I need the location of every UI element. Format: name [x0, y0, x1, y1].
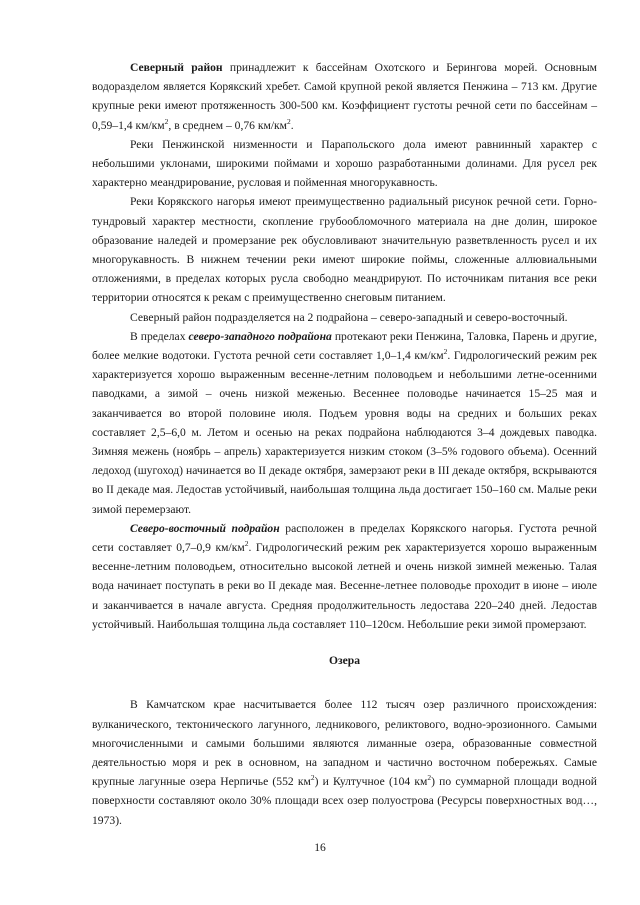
section-heading-lakes: Озера: [328, 654, 361, 668]
term-northern-district: Северный район: [130, 61, 223, 74]
term-northwest-subdistrict: северо-западного подрайона: [188, 329, 332, 343]
paragraph-northeast-subdistrict: Северо-восточный подрайон расположен в пределах Корякского нагорья. Густота речной сети составляет 0,7–0,9 $км/км^2$. Гидрологический режим рек характеризуется хорошо выраженным весенне-летним половодьем, относительно высокой летней и очень низкой зимней меженью. Талая вода начинает поступать в реки во II декаде мая. Весенне-летнее половодье проходит в июне – июле и заканчивается в начале августа. Средняя продолжительность ледостава 220–240 дней. Ледостав устойчивый. Наибольшая толщина льда составляет 110–120см. Небольшие реки зимой промерзают.: [92, 521, 597, 631]
paragraph-northern-district: Северный район принадлежит к бассейнам Охотского и Берингова морей. Основным водоразделом является Корякский хребет. Самой крупной рекой является Пенжина – 713 км. Другие крупные реки имеют протяженность 300-500 км. Коэффициент густоты речной сети по бассейнам – 0,59–1,4 $км/км^2$, в среднем – 0,76 $км/км^2$.: [92, 61, 598, 132]
paragraph-lakes: В Камчатском крае насчитывается более 112 тысяч озер различного происхождения: вулканического, тектонического лагунного, ледникового, реликтового, водно-эрозионного. Самыми многочисленными и самыми большими являются лиманные озера, образованные совместной деятельностью моря и рек в основном, на западном и частично восточном побережьях. Самые крупные лагунные озера Нерпичье (552 $км^2$) и Култучное (104 $км^2$) по суммарной площади водной поверхности составляют около 30% площади всех озер полуострова (Ресурсы поверхностных вод…, 1973).: [92, 698, 597, 827]
paragraph-subdistricts: Северный район подразделяется на 2 подрайона – северо-западный и северо-восточный.: [130, 310, 568, 324]
paragraph-koryak-highland: Реки Корякского нагорья имеют преимущественно радиальный рисунок речной сети. Горно-тундровый характер местности, скопление грубообломочного материала на дне долин, широкое образование наледей и промерзание рек обусловливают значительную разветвленность русел и их многорукавность. В нижнем течении реки имеют широкие поймы, сложенные аллювиальными отложениями, в пределах которых русла свободно меандрируют. По источникам питания все реки территории относятся к рекам с преимущественно снеговым питанием.: [92, 195, 597, 305]
body-text: [92, 58, 597, 830]
paragraph-northwest-subdistrict: В пределах северо-западного подрайона протекают реки Пенжина, Таловка, Парень и другие, более мелкие водотоки. Густота речной сети составляет 1,0–1,4 $км/км^2$. Гидрологический режим рек характеризуется хорошо выраженным весенне-летним половодьем и небольшими летне-осенними паводками, а зимой – очень низкой меженью. Весеннее половодье начинается 15–25 мая и заканчивается во второй половине июля. Подъем уровня воды на средних и больших реках составляет 2,5–6,0 м. Летом и осенью на реках подрайона наблюдаются 3–4 дождевых паводка. Зимняя межень (ноябрь – апрель) характеризуется низким стоком (3–5% годового объема). Осенний ледоход (шугоход) начинается во II декаде октября, замерзают реки в III декаде октября, вскрываются во II декаде мая. Ледостав устойчивый, наибольшая толщина льда достигает 150–160 см. Малые реки зимой перемерзают.: [92, 329, 597, 516]
term-northeast-subdistrict: Северо-восточный подрайон: [130, 521, 280, 535]
page-number: 16: [314, 841, 326, 854]
paragraph-penzhina-lowland: Реки Пенжинской низменности и Парапольского дола имеют равнинный характер с небольшими уклонами, широкими поймами и хорошо разработанными долинами. Для русел рек характерно меандрирование, русловая и пойменная многорукавность.: [92, 137, 597, 190]
